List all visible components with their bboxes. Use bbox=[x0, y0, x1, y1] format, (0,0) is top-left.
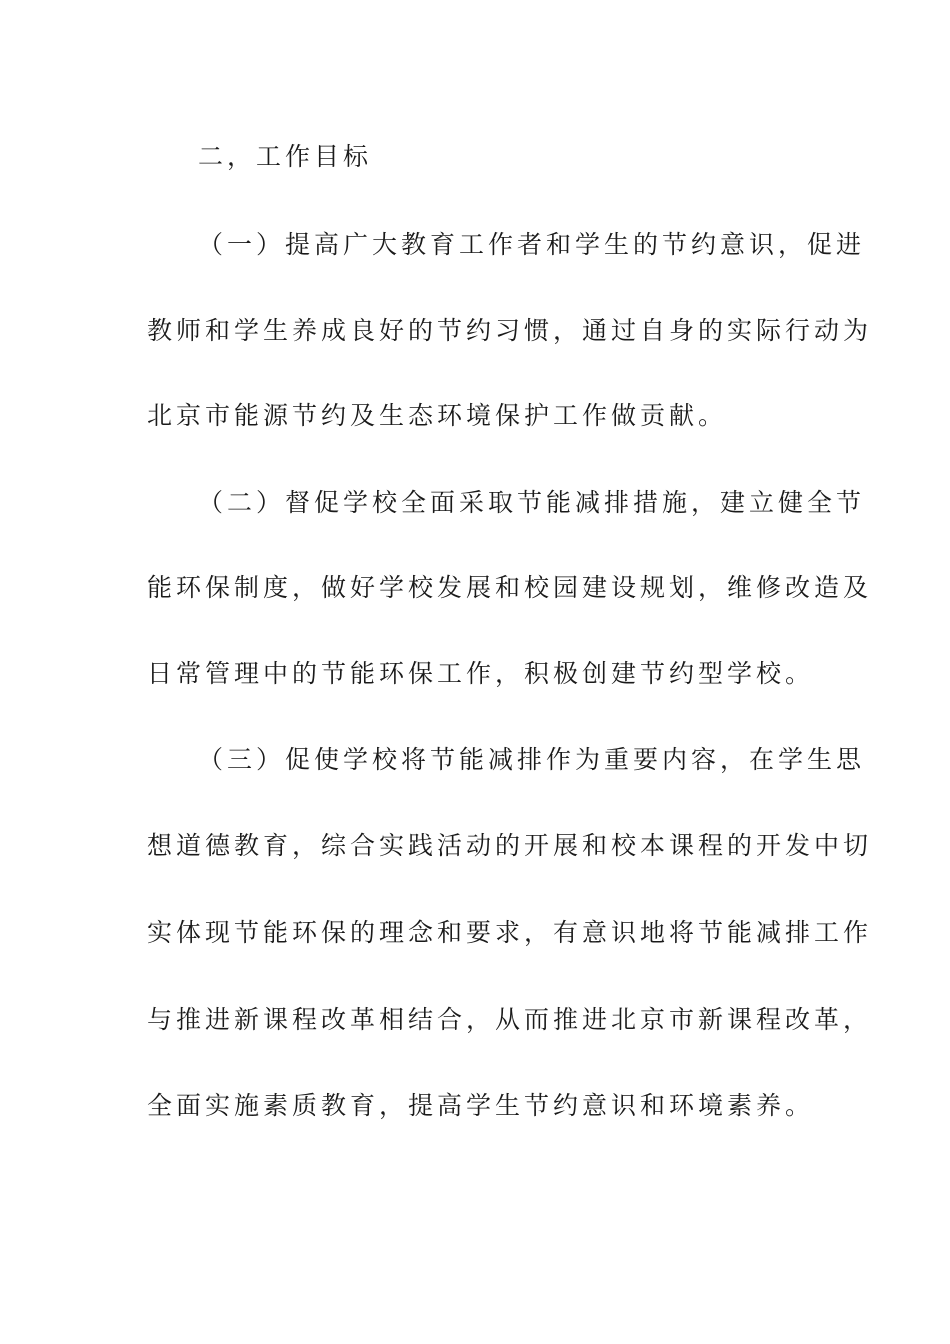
paragraph-2-line-1: （二）督促学校全面采取节能减排措施，建立健全节 bbox=[198, 488, 866, 517]
paragraph-2-line-2: 能环保制度，做好学校发展和校园建设规划，维修改造及 bbox=[147, 573, 873, 602]
section-heading: 二，工作目标 bbox=[198, 142, 373, 171]
paragraph-3-line-3: 实体现节能环保的理念和要求，有意识地将节能减排工作 bbox=[147, 918, 873, 947]
paragraph-3-line-2: 想道德教育，综合实践活动的开展和校本课程的开发中切 bbox=[147, 831, 873, 860]
paragraph-1-line-2: 教师和学生养成良好的节约习惯，通过自身的实际行动为 bbox=[147, 316, 873, 345]
paragraph-3-line-1: （三）促使学校将节能减排作为重要内容，在学生思 bbox=[198, 745, 866, 774]
paragraph-1-line-1: （一）提高广大教育工作者和学生的节约意识，促进 bbox=[198, 230, 866, 259]
paragraph-3-line-5: 全面实施素质教育，提高学生节约意识和环境素养。 bbox=[147, 1091, 815, 1120]
paragraph-1-line-3: 北京市能源节约及生态环境保护工作做贡献。 bbox=[147, 401, 728, 430]
paragraph-3-line-4: 与推进新课程改革相结合，从而推进北京市新课程改革， bbox=[147, 1005, 873, 1034]
paragraph-2-line-3: 日常管理中的节能环保工作，积极创建节约型学校。 bbox=[147, 659, 815, 688]
